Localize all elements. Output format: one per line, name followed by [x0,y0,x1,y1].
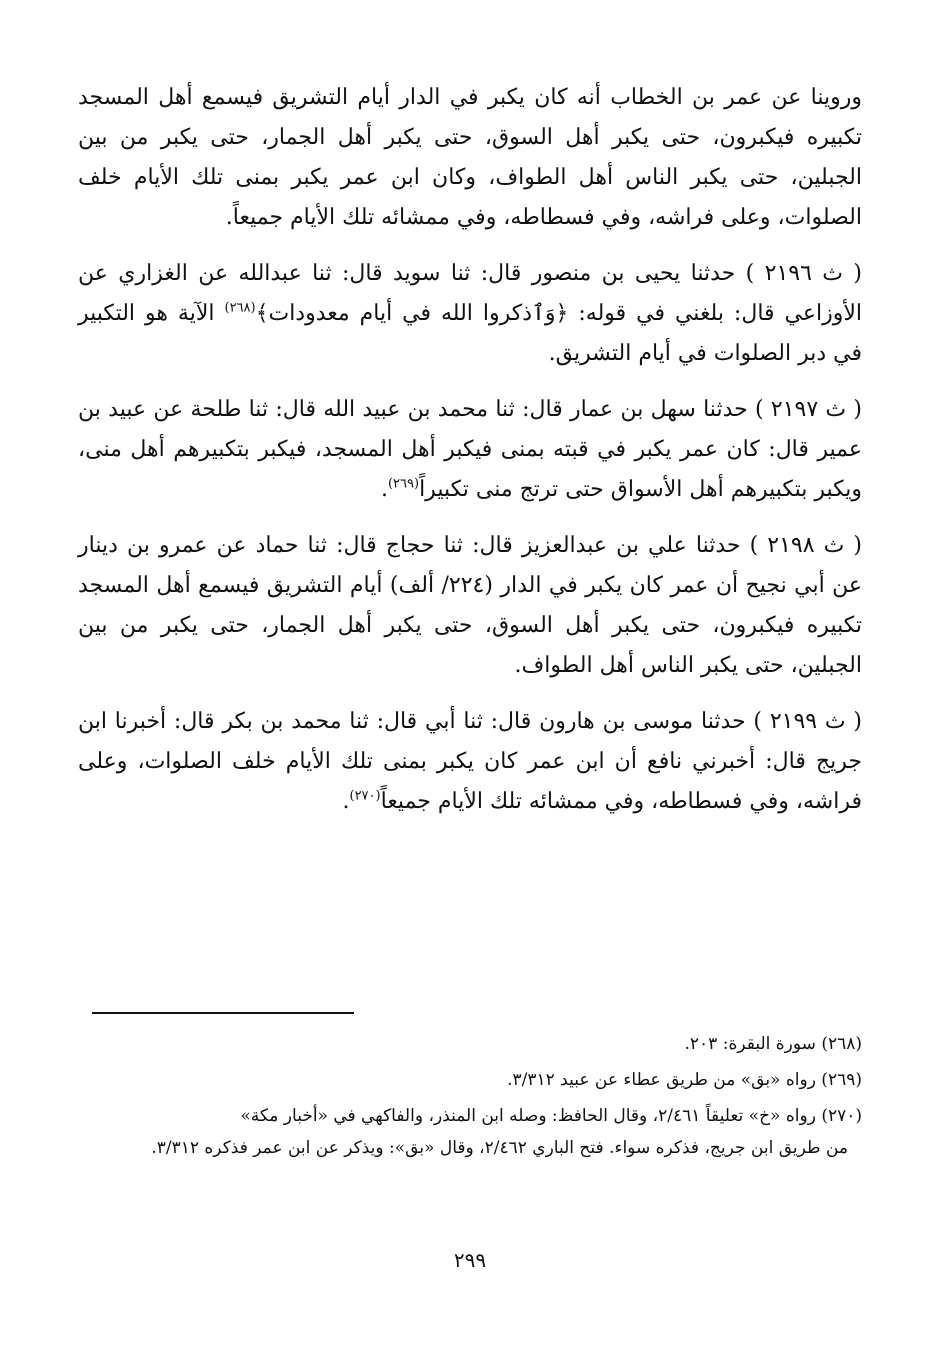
paragraph-text: ( ث ٢١٩٦ ) حدثنا يحيى بن منصور قال: ثنا سويد قال: ثنا عبدالله عن الغزاري عن الأوزاعي قال: بلغني في قوله: ﴿وَٱذكروا الله في أيام معدودات﴾ [78,261,863,326]
paragraph-text: ( ث ٢١٩٧ ) حدثنا سهل بن عمار قال: ثنا محمد بن عبيد الله قال: ثنا طلحة عن عبيد بن عمير قال: كان عمر يكبر في قبته بمنى فيكبر أهل المسجد، فيكبر بتكبيرهم أهل منى، ويكبر بتكبيرهم أهل الأسواق حتى ترتج منى تكبيراً [78,397,863,502]
paragraph-2198 [78,526,862,686]
paragraph-text: ( ث ٢١٩٩ ) حدثنا موسى بن هارون قال: ثنا أبي قال: ثنا محمد بن بكر قال: أخبرنا ابن جريج قال: أخبرني نافع أن ابن عمر كان يكبر بمنى تلك الأيام خلف الصلوات، وعلى فراشه، وفي فسطاطه، وفي ممشائه تلك الأيام جميعاً [78,709,862,814]
paragraph-tail: . [342,789,350,814]
footnote-text: (٢٧٠) رواه «خ» تعليقاً ٢/٤٦١، وقال الحافظ: وصله ابن المنذر، والفاكهي في «أخبار مكة» [240,1106,862,1126]
footnote-269 [78,1064,862,1096]
paragraph-tail: . [380,477,388,502]
footnotes [78,1028,862,1168]
paragraph-tail: الآية هو التكبير في دبر الصلوات في أيام التشريق. [78,301,862,366]
footnote-ref[interactable]: (٢٦٩) [387,476,420,492]
page-number: ٢٩٩ [453,1248,487,1272]
paragraph-2197 [78,390,862,510]
footnote-ref[interactable]: (٢٦٨) [224,300,256,316]
main-text [78,78,862,838]
paragraph-text: ( ث ٢١٩٨ ) حدثنا علي بن عبدالعزيز قال: ثنا حجاج قال: ثنا حماد عن عمرو بن دينار عن أبي نجيح أن عمر كان يكبر في الدار (٢٢٤/ ألف) أيام التشريق فيسمع أهل المسجد تكبيره فيكبرون، حتى يكبر أهل السوق، حتى يكبر أهل الجمار، حتى يكبر من بين الجبلين، حتى يكبر الناس أهل الطواف. [78,533,863,678]
paragraph-intro [78,78,862,238]
footnote-text: (٢٦٩) رواه «بق» من طريق عطاء عن عبيد ٣/٣١٢. [507,1070,862,1090]
footnote-268 [78,1028,862,1060]
paragraph-text: وروينا عن عمر بن الخطاب أنه كان يكبر في الدار أيام التشريق فيسمع أهل المسجد تكبيره فيكبرون، حتى يكبر أهل السوق، حتى يكبر أهل الجمار، حتى يكبر من بين الجبلين، حتى يكبر الناس أهل الطواف، وكان ابن عمر يكبر بمنى تلك الأيام خلف الصلوات، وعلى فراشه، وفي فسطاطه، وفي ممشائه تلك الأيام جميعاً. [78,85,862,230]
footnote-divider [92,1012,354,1014]
paragraph-2196 [78,254,862,374]
footnote-ref[interactable]: (٢٧٠) [349,788,381,804]
footnote-text: (٢٦٨) سورة البقرة: ٢٠٣. [684,1034,862,1054]
paragraph-2199 [78,702,862,822]
footnote-270 [78,1100,862,1164]
footnote-continuation: من طريق ابن جريج، فذكره سواء. فتح الباري ٢/٤٦٢، وقال «بق»: ويذكر عن ابن عمر فذكره ٣/٣١٢. [151,1138,848,1158]
